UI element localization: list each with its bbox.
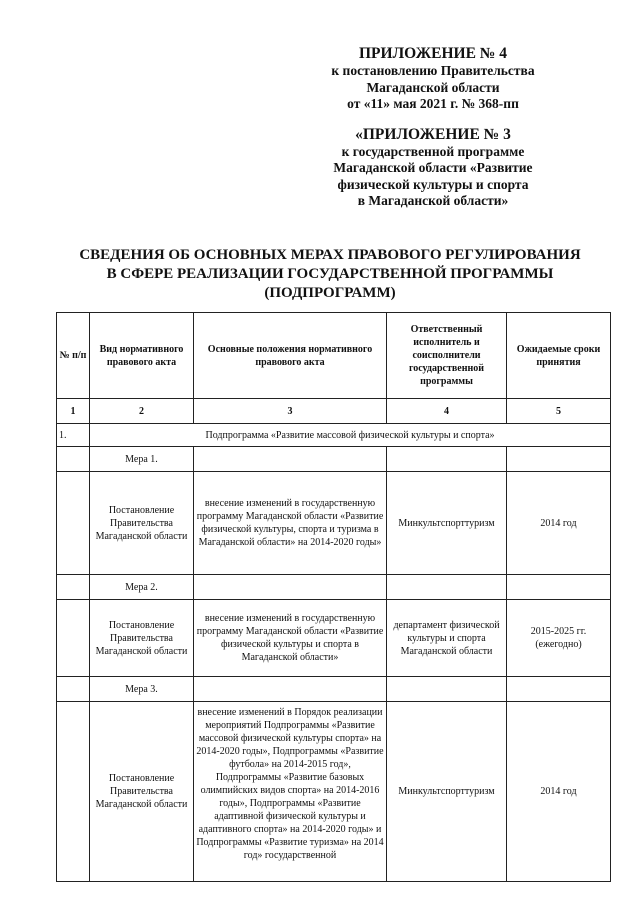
executor-cell: Минкультспорттуризм [387, 472, 507, 575]
measure-label-row [57, 447, 611, 472]
provisions-cell: внесение изменений в государственную программу Магаданской области «Развитие физической культуры и спорта в Магаданской области» [194, 600, 387, 677]
act-type-cell: Постановление Правительства Магаданской области [90, 702, 194, 882]
term-cell: 2015-2025 гг. (ежегодно) [507, 600, 611, 677]
decree-date: от «11» мая 2021 г. № 368-пп [347, 96, 519, 111]
program-line-1: к государственной программе [341, 143, 525, 159]
title-line-1: СВЕДЕНИЯ ОБ ОСНОВНЫХ МЕРАХ ПРАВОВОГО РЕГУЛИРОВАНИЯ [79, 247, 581, 263]
term-cell: 2014 год [507, 472, 611, 575]
program-line-4: в Магаданской области» [357, 193, 509, 208]
provisions-cell: внесение изменений в Порядок реализации мероприятий Подпрограммы «Развитие массовой физической культуры спорта» на 2014-2020 годы», Подпрограммы «Развитие футбола» на 2014-2015 год», Подпрограммы «Развитие базовых олимпийских видов спорта» на 2014-2016 годы», Подпрограммы «Развитие адаптивной физической культуры и адаптивного спорта» на 2014-2020 годы» и Подпрограммы «Развитие туризма» на 2014 год» государственной [194, 702, 387, 882]
act-type-cell: Постановление Правительства Магаданской области [90, 472, 194, 575]
measures-table [56, 312, 611, 882]
table-row [57, 472, 611, 575]
column-number: 2 [90, 399, 194, 424]
column-number-row [57, 399, 611, 424]
column-number: 5 [507, 399, 611, 424]
term-cell: 2014 год [507, 702, 611, 882]
column-header-term: Ожидаемые сроки принятия [507, 313, 611, 399]
subprogram-name: Подпрограмма «Развитие массовой физической культуры и спорта» [90, 424, 611, 447]
appendix-number: ПРИЛОЖЕНИЕ № 4 [359, 45, 507, 62]
table-row [57, 600, 611, 677]
program-line-3: физической культуры и спорта [337, 176, 529, 192]
column-number: 1 [57, 399, 90, 424]
title-line-2: В СФЕРЕ РЕАЛИЗАЦИИ ГОСУДАРСТВЕННОЙ ПРОГРАММЫ [106, 266, 554, 282]
decree-line-1: к постановлению Правительства [331, 63, 535, 78]
appendix-header [300, 44, 566, 210]
title-line-3: (ПОДПРОГРАММ) [264, 285, 396, 301]
document-title [40, 246, 620, 303]
subprogram-row [57, 424, 611, 447]
column-header-number: № п/п [57, 313, 90, 399]
measure-label: Мера 3. [90, 677, 194, 702]
measure-label: Мера 1. [90, 447, 194, 472]
table-row [57, 702, 611, 882]
executor-cell: департамент физической культуры и спорта Магаданской области [387, 600, 507, 677]
program-line-2: Магаданской области «Развитие [333, 160, 533, 175]
column-header-provisions: Основные положения нормативного правового акта [194, 313, 387, 399]
column-number: 3 [194, 399, 387, 424]
column-header-act-type: Вид нормативного правового акта [90, 313, 194, 399]
subprogram-number: 1. [57, 424, 90, 447]
measure-label-row [57, 677, 611, 702]
column-header-executor: Ответственный исполнитель и соисполнители государственной программы [387, 313, 507, 399]
act-type-cell: Постановление Правительства Магаданской области [90, 600, 194, 677]
executor-cell: Минкультспорттуризм [387, 702, 507, 882]
table-header-row [57, 313, 611, 399]
measure-label-row [57, 575, 611, 600]
column-number: 4 [387, 399, 507, 424]
decree-line-2: Магаданской области [366, 79, 500, 95]
previous-appendix-number: «ПРИЛОЖЕНИЕ № 3 [355, 125, 511, 143]
provisions-cell: внесение изменений в государственную программу Магаданской области «Развитие физической культуры, спорта и туризма в Магаданской области» на 2014-2020 годы» [194, 472, 387, 575]
measure-label: Мера 2. [90, 575, 194, 600]
